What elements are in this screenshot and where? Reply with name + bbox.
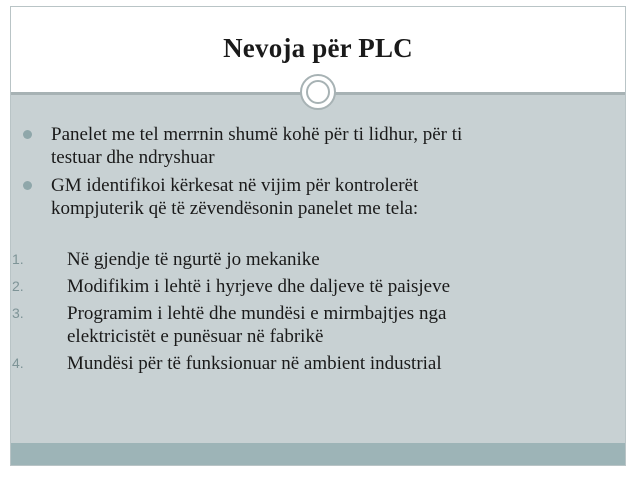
numbered-item: [11, 275, 625, 298]
numbered-item: [11, 302, 625, 348]
item-line: Mundësi për të funksionuar në ambient industrial: [67, 353, 442, 374]
item-number: 4.: [12, 355, 24, 371]
footer-bar: [11, 443, 625, 465]
item-number: 3.: [12, 305, 24, 321]
item-line: Në gjendje të ngurtë jo mekanike: [67, 249, 320, 270]
bullet-item: [11, 123, 625, 169]
bullet-line: testuar dhe ndryshuar: [51, 147, 215, 168]
bullet-line: GM identifikoi kërkesat në vijim për kontrolerët: [51, 175, 419, 196]
item-number: 2.: [12, 278, 24, 294]
slide-content: [11, 123, 625, 379]
numbered-item: [11, 352, 625, 375]
bullet-dot-icon: [23, 181, 32, 190]
bullet-dot-icon: [23, 130, 32, 139]
item-line: elektricistët e punësuar në fabrikë: [67, 326, 324, 347]
numbered-list: [11, 248, 625, 375]
numbered-item: [11, 248, 625, 271]
slide-frame: [10, 6, 626, 466]
item-line: Modifikim i lehtë i hyrjeve dhe daljeve të paisjeve: [67, 276, 451, 297]
bullet-line: kompjuterik që të zëvendësonin panelet me tela:: [51, 198, 419, 219]
circle-ornament-icon: [300, 74, 336, 110]
bullet-item: [11, 174, 625, 220]
item-line: Programim i lehtë dhe mundësi e mirmbajtjes nga: [67, 303, 447, 324]
bullet-line: Panelet me tel merrnin shumë kohë për ti lidhur, për ti: [51, 124, 463, 145]
item-number: 1.: [12, 251, 24, 267]
slide-title: Nevoja për PLC: [223, 33, 413, 63]
